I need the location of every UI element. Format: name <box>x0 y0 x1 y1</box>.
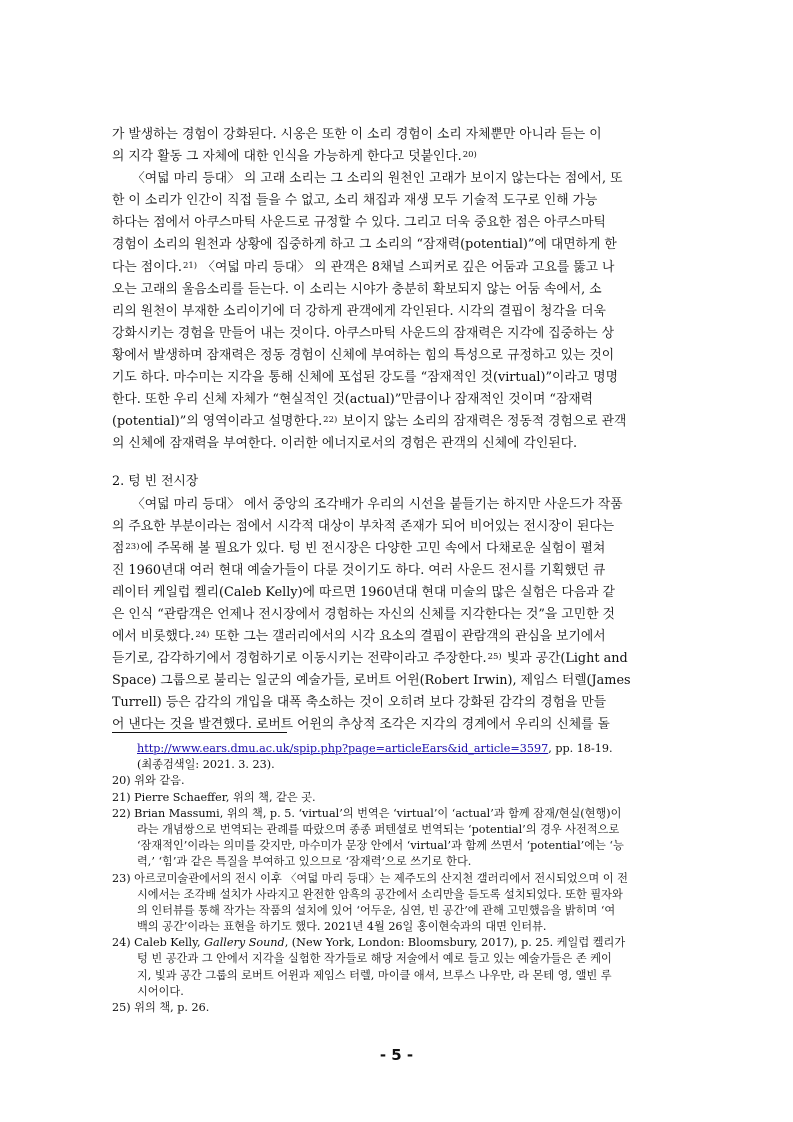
text-segment: 점 <box>112 540 125 556</box>
text-line: 경험이 소리의 원천과 상황에 집중하게 하고 그 소리의 “잠재력(potential)”에 대면하게 한 <box>112 237 617 253</box>
footnote-23-line: 백의 공간’이라는 표현을 하기도 했다. 2021년 4월 26일 홍이현숙과의 대면 인터뷰. <box>137 920 547 934</box>
text-line: 하다는 점에서 아쿠스마틱 사운드로 규정할 수 있다. 그리고 더욱 중요한 점은 아쿠스마틱 <box>112 215 606 231</box>
text-line: 어 낸다는 것을 발견했다. 로버트 어윈의 추상적 조각은 지각의 경계에서 우리의 신체를 돌 <box>112 717 610 733</box>
text-segment: (potential)”의 영역이라고 설명한다. <box>112 414 323 430</box>
text-line <box>112 538 680 560</box>
text-line: 강화시키는 경험을 만들어 내는 것이다. 아쿠스마틱 사운드의 잠재력은 지각에 집중하는 상 <box>112 325 615 341</box>
text-line <box>112 648 680 670</box>
text-line: Space) 그룹으로 불리는 일군의 예술가들, 로버트 어윈(Robert Irwin), 제임스 터렐(James <box>112 673 631 689</box>
footnote-ref-24[interactable]: 24) <box>195 630 210 641</box>
text-line <box>112 626 680 648</box>
body-text <box>112 124 680 737</box>
text-segment: 24) Caleb Kelly, <box>112 936 205 950</box>
text-segment: 다는 점이다. <box>112 259 182 275</box>
footnote-24-line: 시어이다. <box>137 984 184 998</box>
text-segment: 듣기로, 감각하기에서 경험하기로 이동시키는 전략이라고 주장한다. <box>112 651 487 667</box>
book-title: Gallery Sound <box>204 936 285 950</box>
text-segment: 의 지각 활동 그 자체에 대한 인식을 가능하게 한다고 덧붙인다. <box>112 149 462 165</box>
text-line: 가 발생하는 경험이 강화된다. 시옹은 또한 이 소리 경험이 소리 자체뿐만 아니라 듣는 이 <box>112 127 602 142</box>
footnote-continuation: (최종검색일: 2021. 3. 23). <box>137 758 275 772</box>
footnotes <box>112 741 680 1016</box>
text-segment: 〈여덟 마리 등대〉 의 관객은 8채널 스피커로 깊은 어둠과 고요를 뚫고 나 <box>202 259 615 275</box>
text-segment: 보이지 않는 소리의 잠재력은 정동적 경험으로 관객 <box>342 414 627 430</box>
text-line: 레이터 케일럽 켈리(Caleb Kelly)에 따르면 1960년대 현대 미술의 많은 실험은 다음과 같 <box>112 584 615 600</box>
footnote-20: 20) 위와 같음. <box>112 774 185 788</box>
text-line: 의 신체에 잠재력을 부여한다. 이러한 에너지로서의 경험은 관객의 신체에 각인된다. <box>112 436 578 452</box>
text-segment: , pp. 18-19. <box>548 742 613 755</box>
text-line <box>112 257 680 279</box>
text-line: 의 주요한 부분이라는 점에서 시각적 대상이 부차적 존재가 되어 비어있는 전시장이 된다는 <box>112 518 615 534</box>
text-line: 진 1960년대 여러 현대 예술가들이 다룬 것이기도 하다. 여러 사운드 전시를 기획했던 큐 <box>112 562 606 578</box>
text-line: 한 이 소리가 인간이 직접 들을 수 없고, 소리 채집과 재생 모두 기술적 도구로 인해 가능 <box>112 193 598 209</box>
footnote-ref-20[interactable]: 20) <box>462 150 477 161</box>
text-line: 리의 원천이 부재한 소리이기에 더 강하게 관객에게 각인된다. 시각의 결핍이 청각을 더욱 <box>112 303 606 319</box>
text-segment: 빛과 공간(Light and <box>506 651 628 667</box>
text-segment: 에서 비롯했다. <box>112 629 195 645</box>
text-line: 은 인식 “관람객은 언제나 전시장에서 경험하는 자신의 신체를 지각한다는 것”을 고민한 것 <box>112 606 615 622</box>
text-line: 〈여덟 마리 등대〉 의 고래 소리는 그 소리의 원천인 고래가 보이지 않는다는 점에서, 또 <box>132 171 623 187</box>
footnote-22-line: ‘잠재적인’이라는 의미를 갖지만, 마수미가 문장 안에서 ‘virtual’과 함께 쓰면서 ‘potential’에는 ‘능 <box>137 839 624 853</box>
footnote-23-line: 의 인터뷰를 통해 작가는 작품의 설치에 있어 ‘어두운, 심연, 빈 공간’에 관해 고민했음을 밝히며 ‘여 <box>137 903 616 917</box>
reference-link[interactable]: http://www.ears.dmu.ac.uk/spip.php?page=articleEars&id_article=3597 <box>137 742 549 755</box>
footnote-ref-22[interactable]: 22) <box>323 415 338 426</box>
footnote-ref-21[interactable]: 21) <box>182 260 198 271</box>
footnote-25: 25) 위의 책, p. 26. <box>112 1001 210 1014</box>
footnote-22-line: 라는 개념쌍으로 번역되는 관례를 따랐으며 종종 퍼텐셜로 번역되는 ‘potential’의 경우 사전적으로 <box>137 822 620 836</box>
text-line <box>112 146 680 168</box>
text-line: 기도 하다. 마수미는 지각을 통해 신체에 포섭된 강도를 “잠재적인 것(virtual)”이라고 명명 <box>112 370 618 386</box>
footnote-divider <box>112 732 287 733</box>
text-line: 오는 고래의 울음소리를 듣는다. 이 소리는 시야가 충분히 확보되지 않는 어둠 속에서, 소 <box>112 281 602 297</box>
footnote-22-line: 력,’ ‘힘’과 같은 특질을 부여하고 있으므로 ‘잠재력’으로 쓰기로 한다. <box>137 855 472 869</box>
text-segment: 또한 그는 갤러리에서의 시각 요소의 결핍이 관람객의 관심을 보기에서 <box>214 629 606 645</box>
text-line: Turrell) 등은 감각의 개입을 대폭 축소하는 것이 오히려 보다 강화된 감각의 경험을 만들 <box>112 695 607 711</box>
text-line: 한다. 또한 우리 신체 자체가 “현실적인 것(actual)”만큼이나 잠재적인 것이며 “잠재력 <box>112 392 594 408</box>
footnote-24-line: 지, 빛과 공간 그룹의 로버트 어윈과 제임스 터렐, 마이클 애셔, 브루스 나우만, 라 몬테 영, 앨빈 루 <box>137 968 612 982</box>
footnote-ref-23[interactable]: 23) <box>125 541 140 552</box>
text-segment: , (New York, London: Bloomsbury, 2017), p. 25. 케일럽 켈리가 <box>284 936 626 950</box>
footnote-23: 23) 아르코미술관에서의 전시 이후 〈여덟 마리 등대〉는 제주도의 산지천 갤러리에서 전시되었으며 이 전 <box>112 871 628 885</box>
footnote-24 <box>112 935 680 951</box>
footnote-21: 21) Pierre Schaeffer, 위의 책, 같은 곳. <box>112 790 316 804</box>
text-line: 〈여덟 마리 등대〉 에서 중앙의 조각배가 우리의 시선을 붙들기는 하지만 사운드가 작품 <box>132 496 623 512</box>
footnote-24-line: 텅 빈 공간과 그 안에서 지각을 실험한 작가들로 해당 저술에서 예로 들고 있는 예술가들은 존 케이 <box>137 952 612 966</box>
page-number: - 5 - <box>379 1046 414 1064</box>
footnote-ref-25[interactable]: 25) <box>487 652 502 663</box>
text-line <box>112 411 680 433</box>
text-segment: 에 주목해 볼 필요가 있다. 텅 빈 전시장은 다양한 고민 속에서 다채로운 실험이 펼쳐 <box>140 540 606 556</box>
section-heading: 2. 텅 빈 전시장 <box>112 474 199 490</box>
footnote-continuation <box>112 741 680 757</box>
text-line: 황에서 발생하며 잠재력은 정동 경험이 신체에 부여하는 힘의 특성으로 규정하고 있는 것이 <box>112 347 615 363</box>
footnote-22: 22) Brian Massumi, 위의 책, p. 5. ‘virtual’의 번역은 ‘virtual’이 ‘actual’과 함께 잠재/현실(현행)이 <box>112 806 622 820</box>
footnote-23-line: 시에서는 조각배 설치가 사라지고 완전한 암흑의 공간에서 소리만을 듣도록 설치되었다. 또한 필자와 <box>137 887 623 901</box>
